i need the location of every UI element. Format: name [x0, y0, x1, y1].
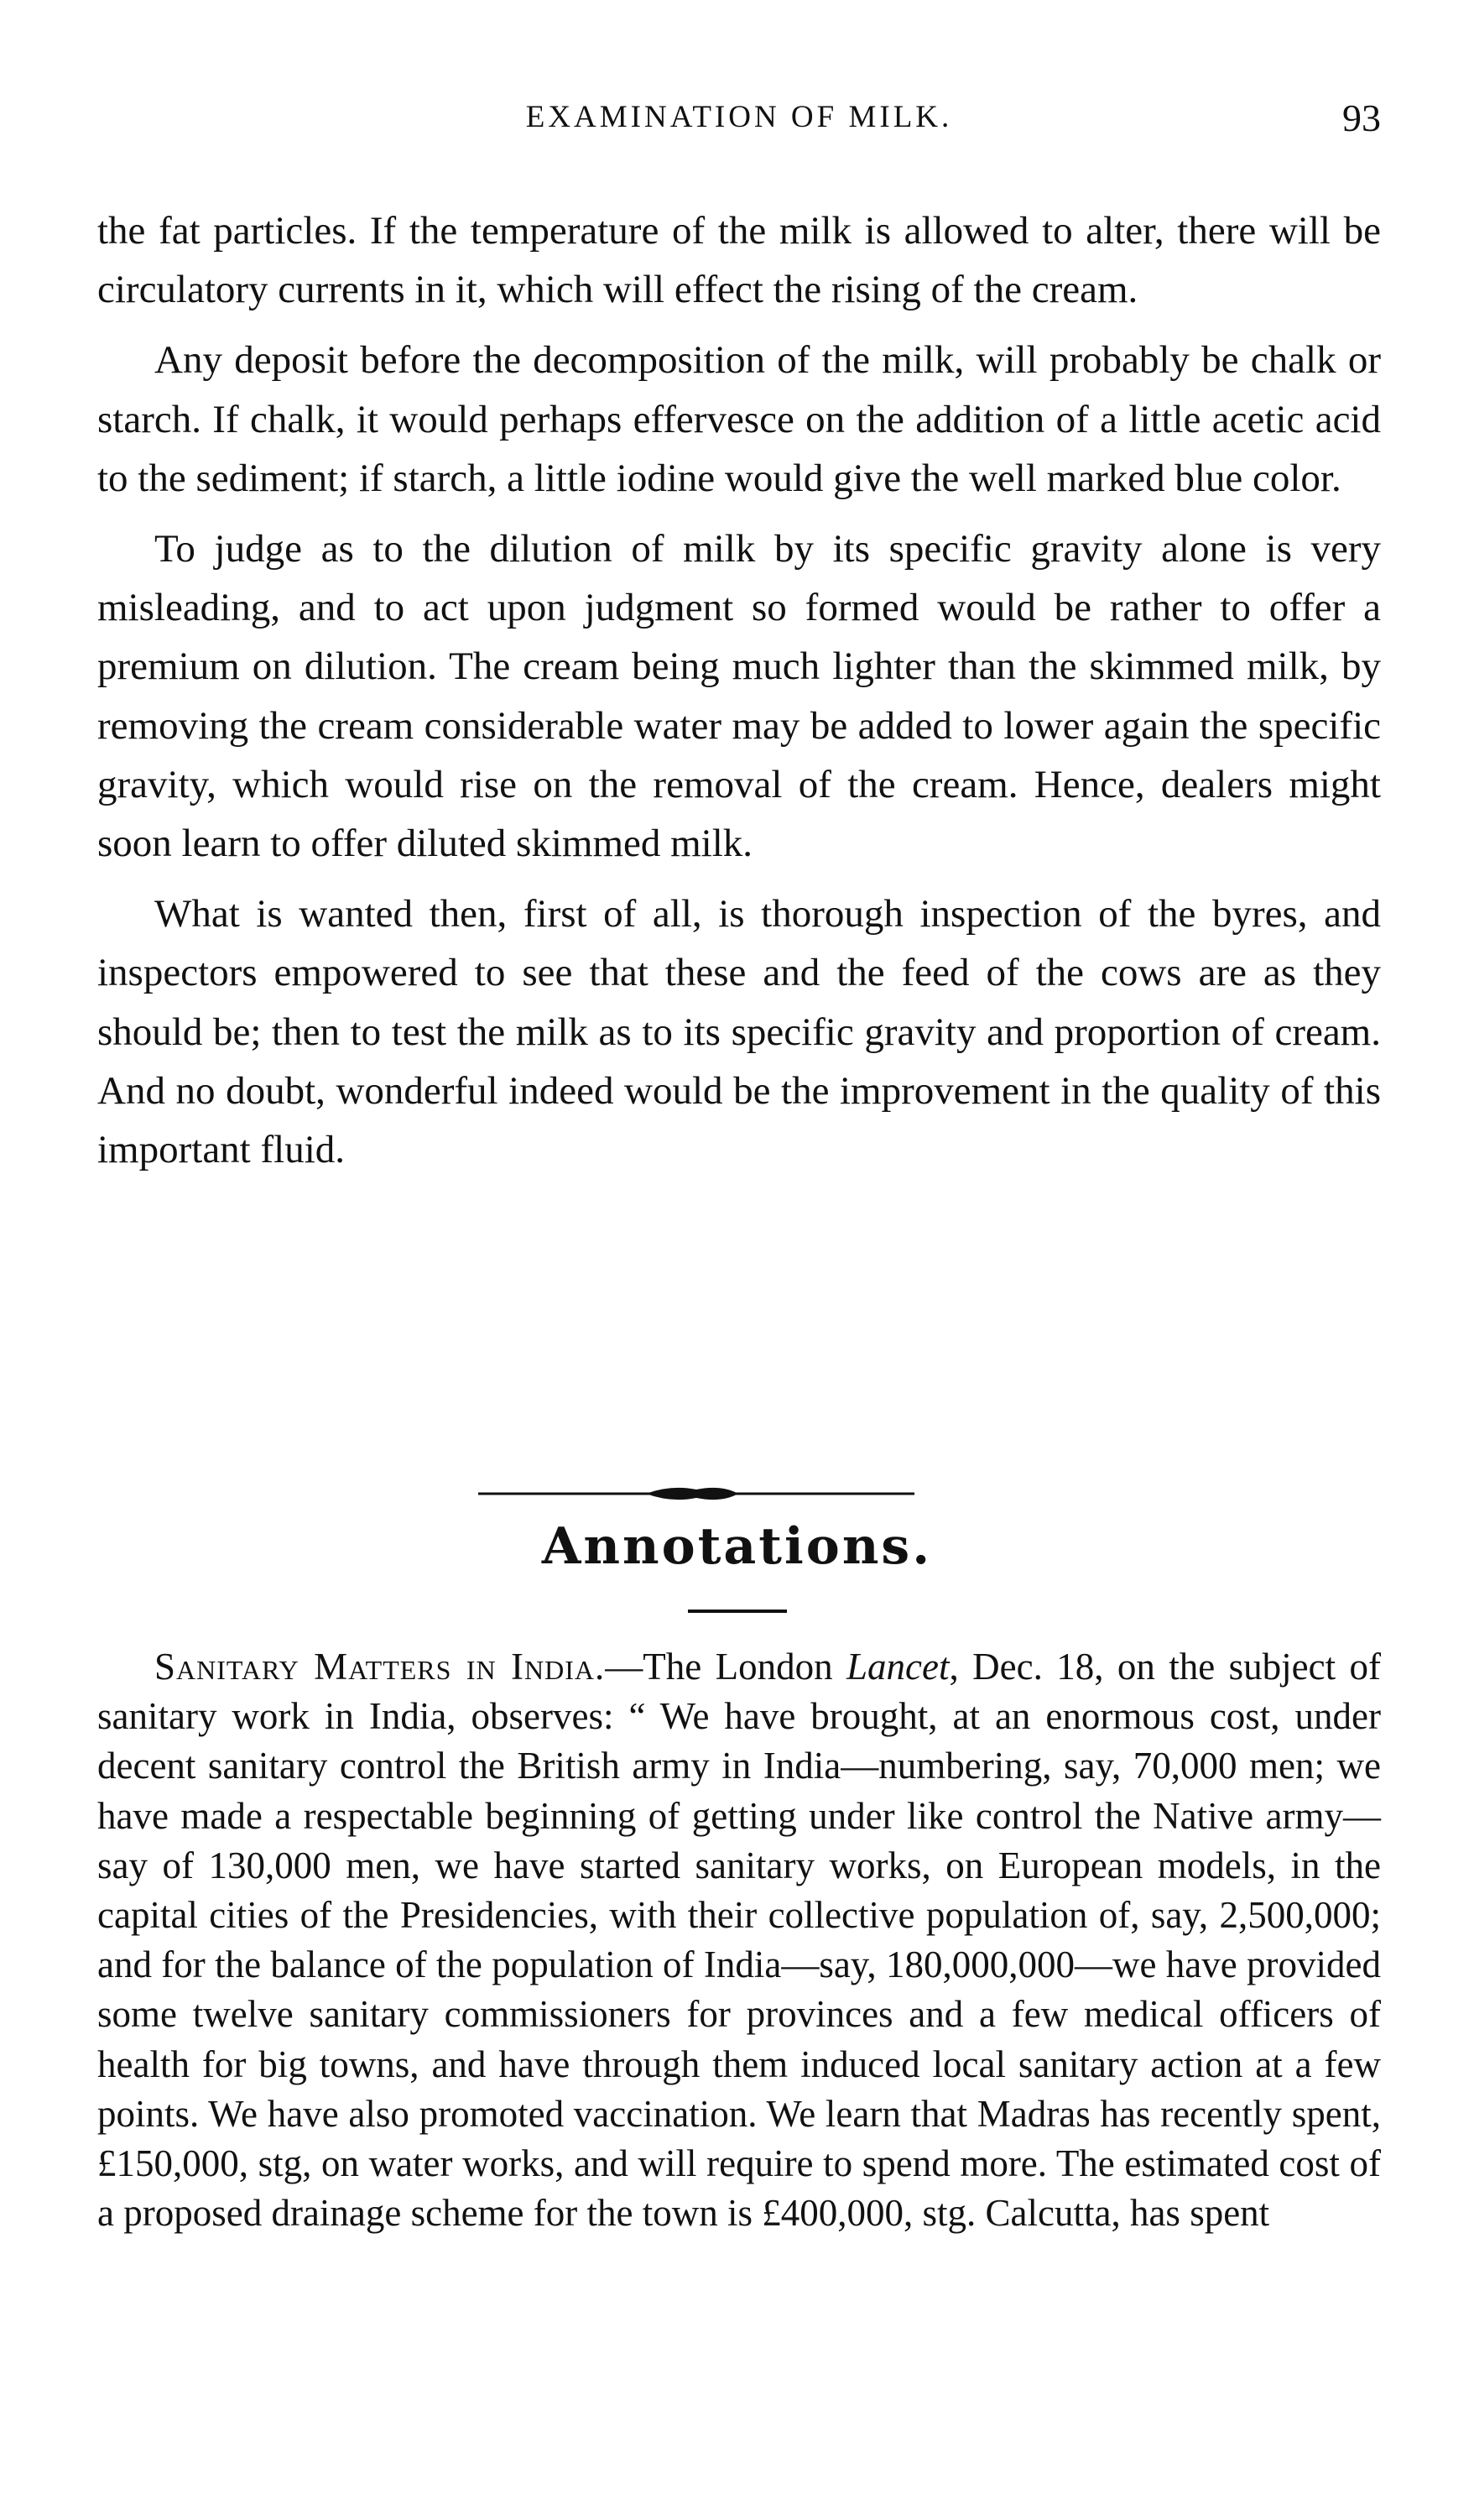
section-divider-ornament	[478, 1481, 914, 1506]
annotation-intro: —The London	[605, 1646, 846, 1688]
page-header	[97, 99, 1381, 149]
section-heading: Annotations.	[541, 1517, 933, 1576]
journal-name: Lancet	[846, 1646, 950, 1688]
paragraph-deposit: Any deposit before the decomposition of the milk, will probably be chalk or starch. If chalk, it would perhaps effervesce on the addition of a little acetic acid to the sediment; if starch, a little iodine would give the well marked blue color.	[97, 338, 1381, 500]
annotation-lead: Sanitary Matters in India.	[154, 1646, 606, 1688]
main-text	[97, 201, 1381, 1191]
paragraph-inspection: What is wanted then, first of all, is thorough inspection of the byres, and inspectors empowered to see that these and the feed of the cows are as they should be; then to test the milk as to its specific gravity and proportion of cream. And no doubt, wonderful indeed would be the improvement in the quality of this important fluid.	[97, 892, 1381, 1172]
annotation-text	[97, 1642, 1381, 2238]
paragraph-dilution: To judge as to the dilution of milk by its specific gravity alone is very misleading, and to act upon judgment so formed would be rather to offer a premium on dilution. The cream being much lighter than the skimmed milk, by removing the cream considerable water may be added to lower again the specific gravity, which would rise on the removal of the cream. Hence, dealers might soon learn to offer diluted skimmed milk.	[97, 527, 1381, 866]
running-title: EXAMINATION OF MILK.	[525, 100, 953, 134]
annotation-body: , Dec. 18, on the subject of sanitary work in India, observes: “ We have brought, at an enormous cost, under decent sanitary control the British army in India—numbering, say, 70,000 men; we have made a respectable beginning of getting under like control the Native army—say of 130,000 men, we have started sanitary works, on European models, in the capital cities of the Presidencies, with their collective population of, say, 2,500,000; and for the balance of the population of India—say, 180,000,000—we have provided some twelve sanitary commissioners for provinces and a few medical officers of health for big towns, and have through them induced local sanitary action at a few points. We have also promoted vaccination. We learn that Madras has recently spent, £150,000, stg, on water works, and will require to spend more. The estimated cost of a proposed drainage scheme for the town is £400,000, stg. Calcutta, has spent	[97, 1646, 1381, 2235]
page-number: 93	[1342, 97, 1381, 139]
heading-rule	[688, 1610, 787, 1613]
annotation-paragraph	[97, 1642, 1381, 2238]
paragraph-fat-particles: the fat particles. If the temperature of the milk is allowed to alter, there will be circulatory currents in it, which will effect the rising of the cream.	[97, 209, 1381, 312]
